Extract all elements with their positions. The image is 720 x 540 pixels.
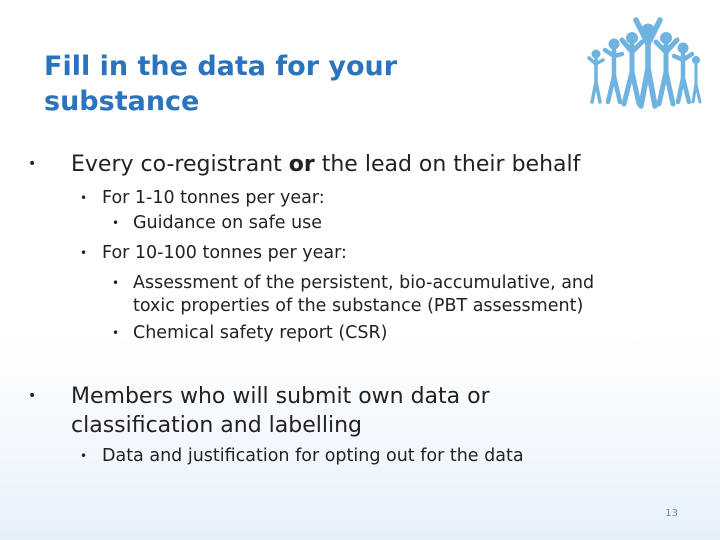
- bullet-item-1-bold: or: [288, 152, 315, 177]
- bullet-item-2-line-2: classification and labelling: [71, 413, 363, 438]
- bullet-item-1-post: the lead on their behalf: [314, 152, 581, 177]
- bullet-item-1-1-text: For 1-10 tonnes per year:: [102, 188, 325, 208]
- bullet-marker: •: [80, 246, 88, 260]
- bullet-item-1-2-2-text: Chemical safety report (CSR): [133, 323, 388, 343]
- bullet-marker: •: [112, 216, 120, 230]
- bullet-item-2-line-1: Members who will submit own data or: [71, 384, 490, 409]
- bullet-item-2-1-text: Data and justification for opting out for the data: [102, 446, 524, 466]
- bullet-marker: •: [28, 156, 37, 172]
- bullet-marker: •: [112, 326, 120, 340]
- bullet-marker: •: [28, 388, 37, 404]
- bullet-item-1-1-1-text: Guidance on safe use: [133, 213, 323, 233]
- page-number: 13: [665, 508, 678, 519]
- bullet-item-1-2-text: For 10-100 tonnes per year:: [102, 243, 347, 263]
- title-line-2: substance: [44, 86, 200, 117]
- bullet-item-1-2-1-line-1: Assessment of the persistent, bio-accumulative, and: [133, 273, 595, 293]
- bullet-item-1-2-1-line-2: toxic properties of the substance (PBT assessment): [133, 296, 584, 316]
- bullet-marker: •: [112, 276, 120, 290]
- bullet-item-1-pre: Every co-registrant: [71, 152, 289, 177]
- bullet-marker: •: [80, 449, 88, 463]
- bullet-marker: •: [80, 191, 88, 205]
- bullet-item-1-text: [71, 150, 580, 179]
- title-line-1: Fill in the data for your: [44, 51, 398, 82]
